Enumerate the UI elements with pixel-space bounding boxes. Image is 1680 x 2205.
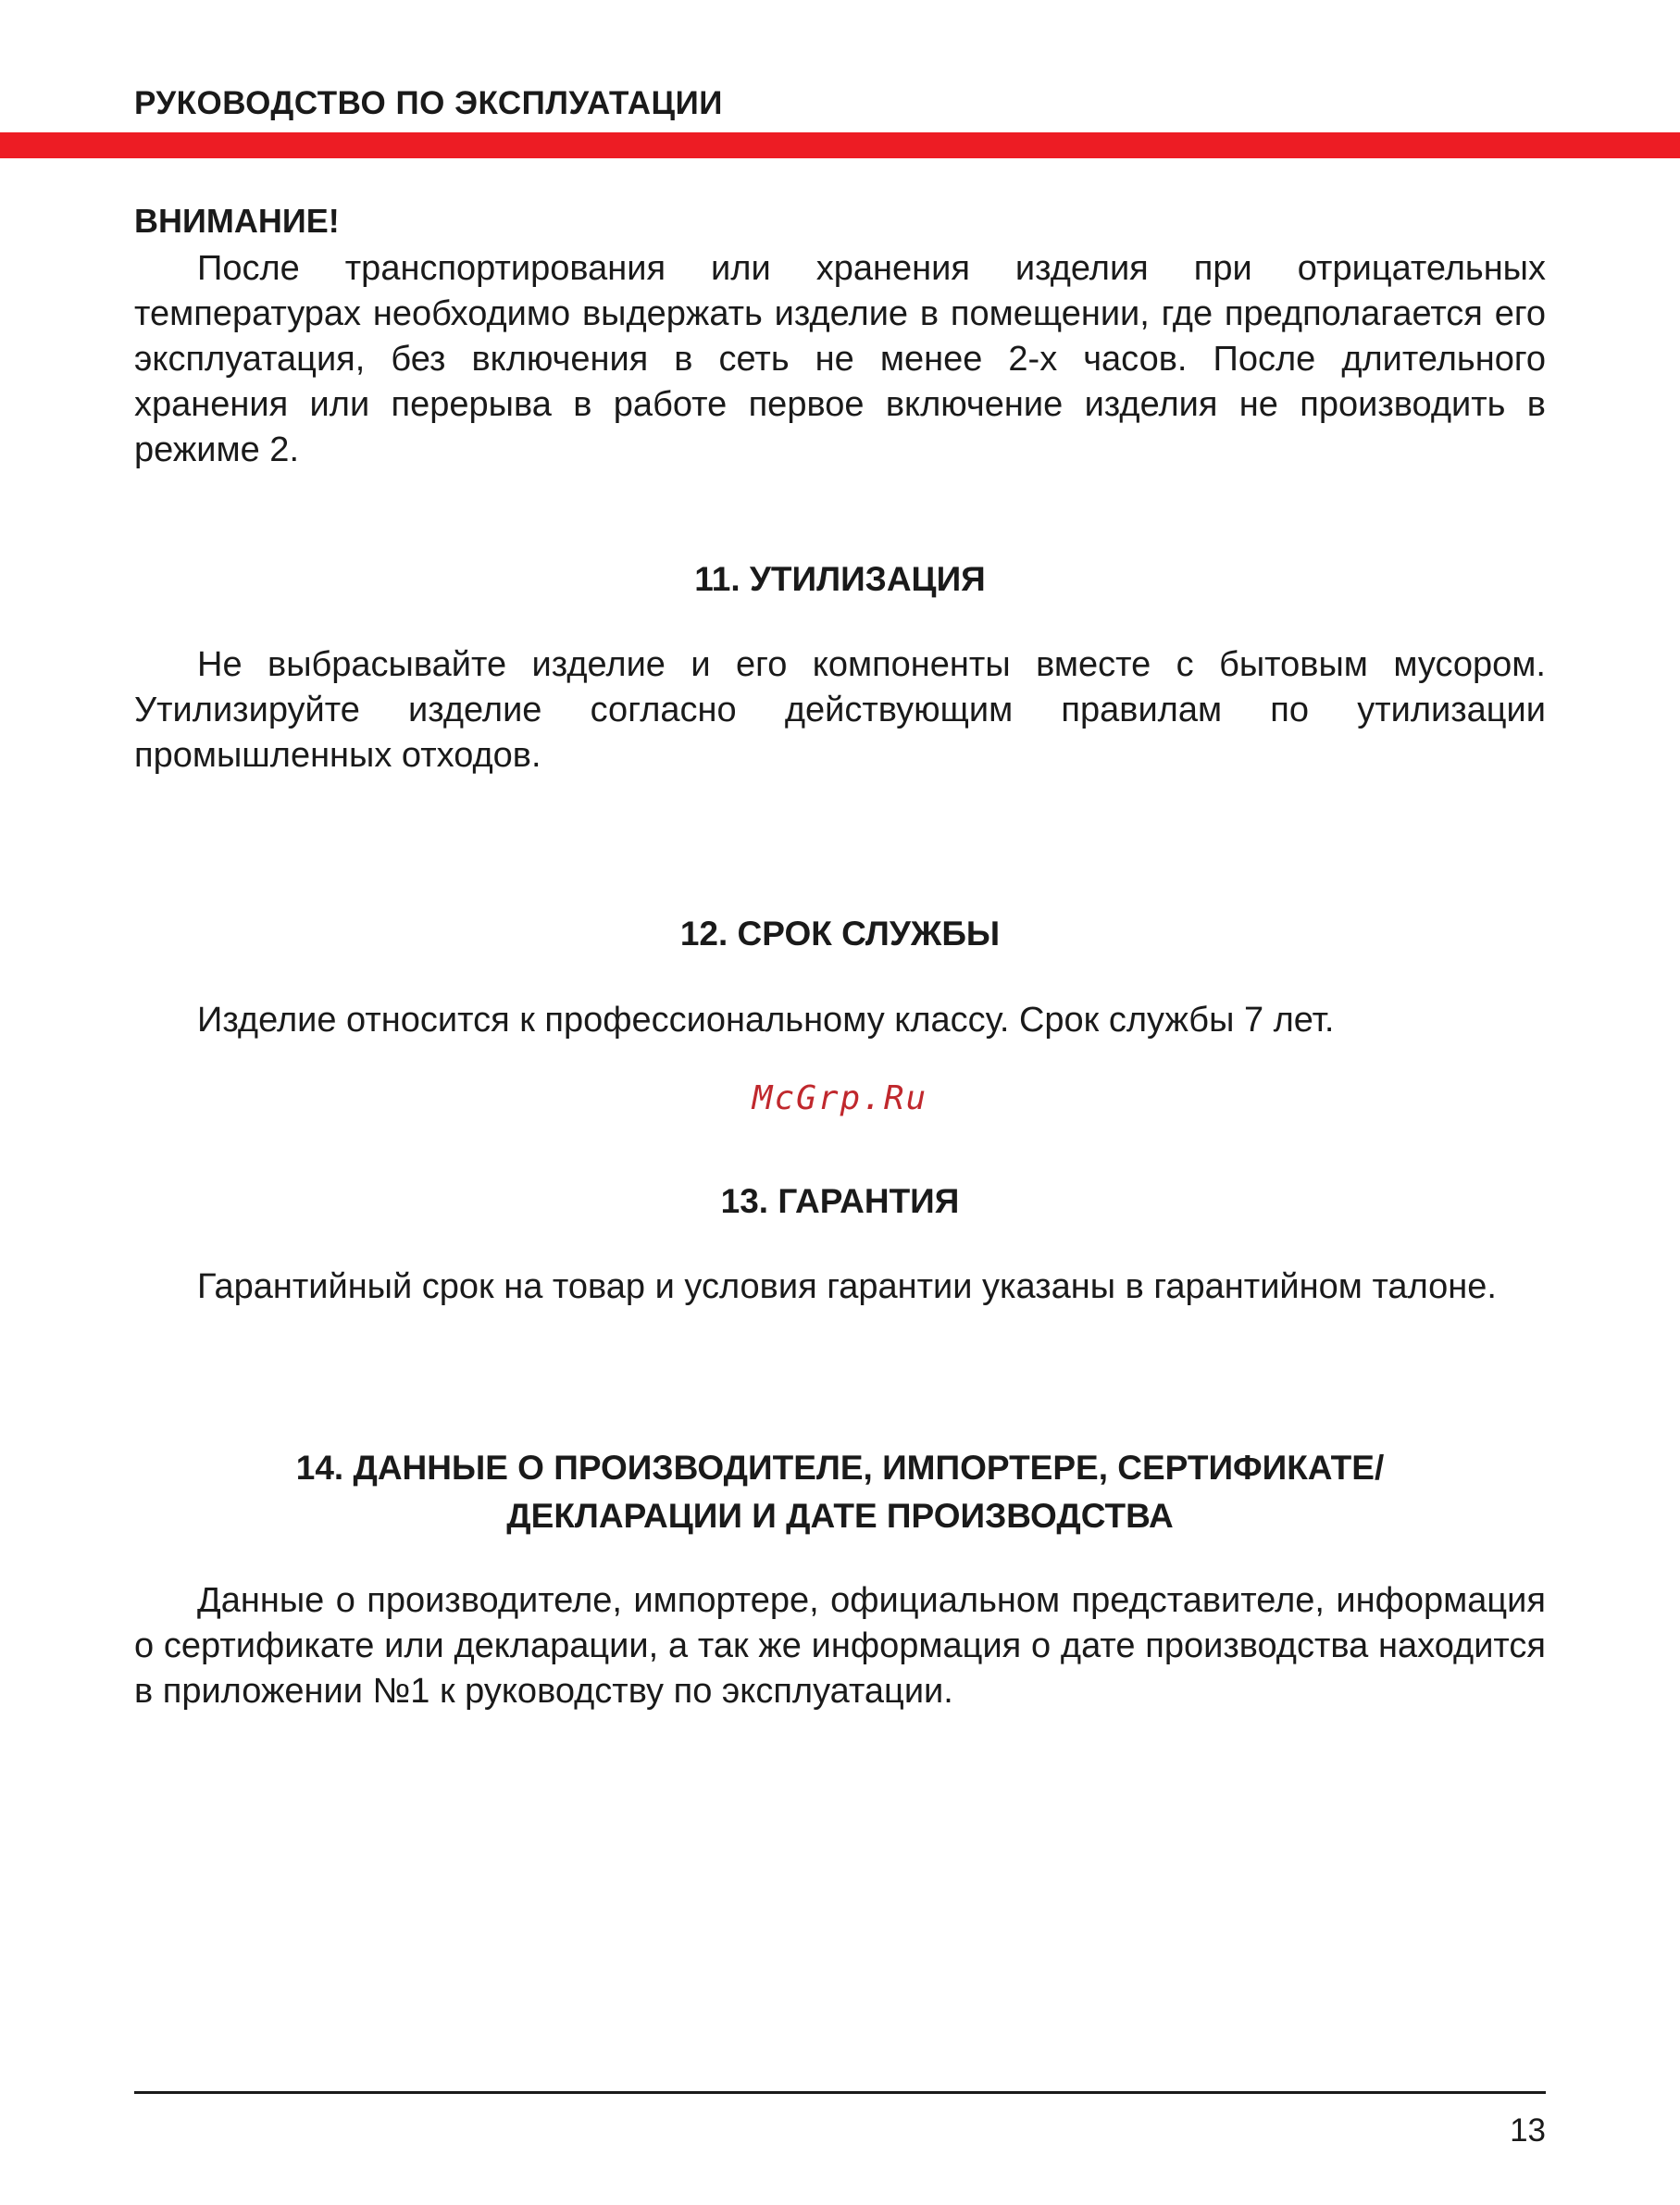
warning-title: ВНИМАНИЕ! (134, 202, 340, 240)
header-red-band (0, 132, 1680, 158)
section-14-text: Данные о производителе, импортере, официальном представителе, информация о сертификате или декларации, а так же информация о дате производства находится в приложении №1 к руководству по эксплуатации. (134, 1581, 1546, 1711)
section-12-body (134, 998, 1546, 1043)
section-heading-11: 11. УТИЛИЗАЦИЯ (694, 560, 986, 598)
warning-text: После транспортирования или хранения изделия при отрицательных температурах необходимо выдержать изделие в помещении, где предполагается его эксплуатация, без включения в сеть не менее 2-х часов. После длительного хранения или перерыва в работе первое включение изделия не производить в режиме 2. (134, 249, 1546, 469)
warning-block (134, 246, 1546, 473)
section-heading-14-line1: 14. ДАННЫЕ О ПРОИЗВОДИТЕЛЕ, ИМПОРТЕРЕ, СЕРТИФИКАТЕ/ (295, 1449, 1385, 1487)
watermark-text: McGrp.Ru (752, 1079, 928, 1117)
footer-divider (134, 2091, 1546, 2094)
document-header-title: РУКОВОДСТВО ПО ЭКСПЛУАТАЦИИ (134, 85, 723, 121)
page-number: 13 (1510, 2112, 1546, 2149)
section-11-text: Не выбрасывайте изделие и его компоненты вместе с бытовым мусором. Утилизируйте изделие согласно действующим правилам по утилизации промышленных отходов. (134, 645, 1546, 775)
section-11-body (134, 642, 1546, 779)
section-heading-13: 13. ГАРАНТИЯ (720, 1182, 960, 1220)
section-14-body (134, 1578, 1546, 1714)
section-heading-14-line2: ДЕКЛАРАЦИИ И ДАТЕ ПРОИЗВОДСТВА (506, 1497, 1174, 1535)
section-heading-14 (134, 1444, 1546, 1540)
section-13-body (134, 1264, 1546, 1310)
section-12-text: Изделие относится к профессиональному классу. Срок службы 7 лет. (197, 1001, 1335, 1040)
section-13-text: Гарантийный срок на товар и условия гарантии указаны в гарантийном талоне. (197, 1267, 1497, 1306)
section-heading-12: 12. СРОК СЛУЖБЫ (679, 915, 1001, 953)
